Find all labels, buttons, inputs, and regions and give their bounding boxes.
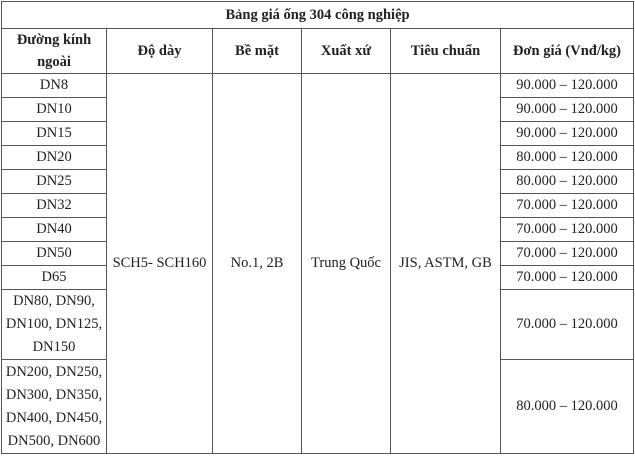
diameter-line: DN150 — [32, 339, 76, 355]
price-cell: 90.000 – 120.000 — [501, 98, 634, 122]
price-cell: 80.000 – 120.000 — [501, 146, 634, 170]
standard-cell: JIS, ASTM, GB — [391, 74, 501, 454]
header-diameter-line1: Đường kính — [16, 32, 92, 48]
diameter-line: DN100, DN125, — [5, 316, 103, 332]
price-table — [1, 1, 634, 454]
diameter-line: DN300, DN350, — [5, 386, 103, 403]
price-cell: 80.000 – 120.000 — [501, 170, 634, 194]
price-cell: 70.000 – 120.000 — [501, 242, 634, 266]
header-price: Đơn giá (Vnđ/kg) — [501, 29, 634, 74]
price-cell: 70.000 – 120.000 — [501, 218, 634, 242]
table-title: Bảng giá ống 304 công nghiệp — [2, 2, 634, 29]
diameter-cell: D65 — [2, 266, 107, 290]
diameter-group-cell — [2, 360, 107, 454]
header-origin: Xuất xứ — [302, 29, 391, 74]
header-thickness: Độ dày — [107, 29, 213, 74]
price-cell: 70.000 – 120.000 — [501, 290, 634, 360]
header-surface: Bề mặt — [213, 29, 302, 74]
price-cell: 90.000 – 120.000 — [501, 122, 634, 146]
price-cell: 80.000 – 120.000 — [501, 360, 634, 454]
price-cell: 70.000 – 120.000 — [501, 266, 634, 290]
diameter-cell: DN10 — [2, 98, 107, 122]
price-cell: 70.000 – 120.000 — [501, 194, 634, 218]
diameter-line: DN80, DN90, — [13, 293, 95, 309]
diameter-line: DN400, DN450, — [5, 409, 103, 426]
surface-cell: No.1, 2B — [213, 74, 302, 454]
diameter-cell: DN32 — [2, 194, 107, 218]
diameter-line: DN500, DN600 — [7, 432, 101, 449]
caption-row — [2, 2, 634, 29]
table-row — [2, 74, 634, 98]
diameter-cell: DN8 — [2, 74, 107, 98]
diameter-line: DN200, DN250, — [5, 363, 103, 380]
diameter-group-cell — [2, 290, 107, 360]
diameter-cell: DN50 — [2, 242, 107, 266]
price-cell: 90.000 – 120.000 — [501, 74, 634, 98]
diameter-cell: DN40 — [2, 218, 107, 242]
header-diameter-line2: ngoài — [37, 54, 71, 70]
header-standard: Tiêu chuẩn — [391, 29, 501, 74]
thickness-cell: SCH5- SCH160 — [107, 74, 213, 454]
origin-cell: Trung Quốc — [302, 74, 391, 454]
diameter-cell: DN15 — [2, 122, 107, 146]
diameter-cell: DN25 — [2, 170, 107, 194]
diameter-cell: DN20 — [2, 146, 107, 170]
header-diameter — [2, 29, 107, 74]
header-row — [2, 29, 634, 74]
